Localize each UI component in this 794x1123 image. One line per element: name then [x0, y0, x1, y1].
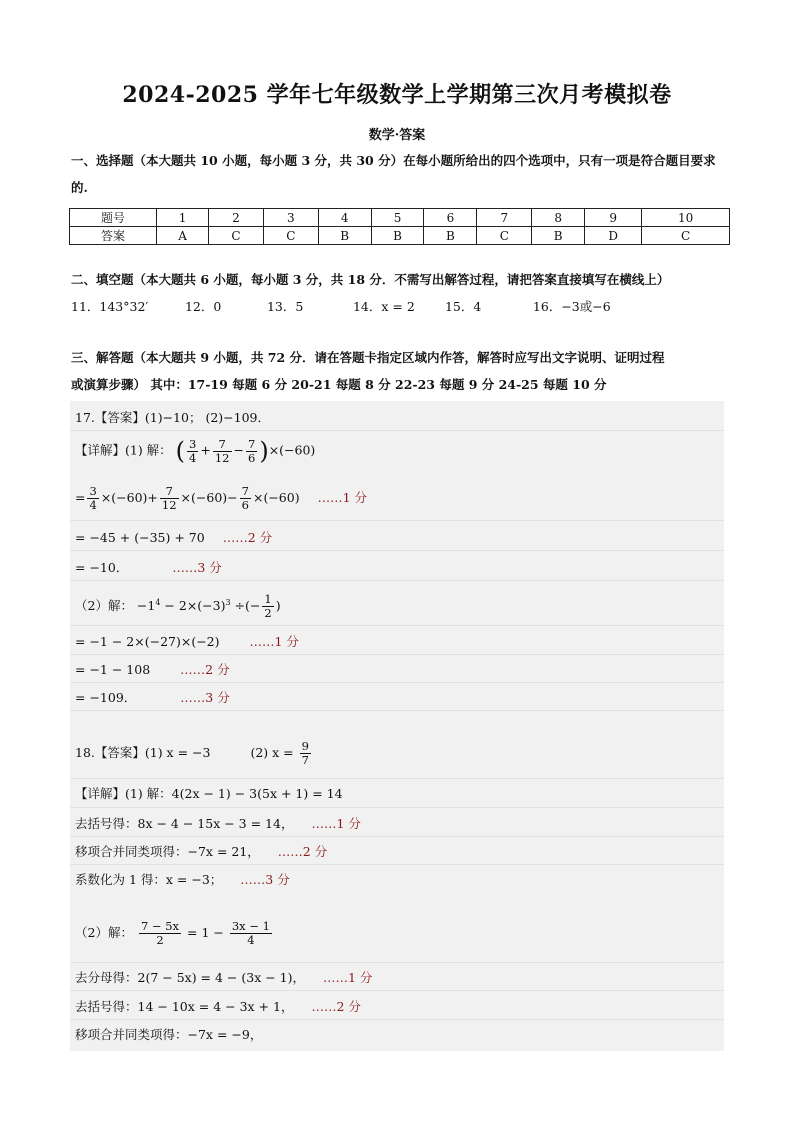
q18-step2-text: 移项合并同类项得：−7x = 21，	[75, 844, 260, 859]
q17-p2-step2	[75, 660, 230, 678]
fraction: $\frac{3}{4}$	[89, 484, 97, 512]
answer-table-cell: C	[642, 227, 730, 245]
answer-table-cell: 8	[532, 209, 585, 227]
q17-p2-step1	[75, 632, 299, 650]
section3-heading-line2: 或演算步骤） 其中：17-19 每题 6 分 20-21 每题 8 分 22-23 每题 9 分 24-25 每题 10 分	[71, 377, 607, 392]
q17-p2-step3	[75, 688, 230, 706]
fraction: $\frac{3x - 1}{4}$	[231, 919, 270, 947]
answer-table-cell: 2	[209, 209, 264, 227]
fraction: $\frac{7}{12}$	[161, 484, 177, 512]
answer-table-cell: C	[209, 227, 264, 245]
q17-step1: = $\frac{3}{4}$ ×(−60)+ $\frac{7}{12}$ ×(−60)− $\frac{7}{6}$ ×(−60) ……1 分	[75, 484, 367, 512]
section3-heading: 三、解答题（本大题共 9 小题，共 72 分．请在答题卡指定区域内作答，解答时应写出文字说明、证明过程	[71, 350, 665, 365]
fraction: $\frac{3}{4}$	[189, 436, 197, 465]
divider	[70, 580, 724, 581]
page-subtitle: 数学·答案	[368, 128, 426, 143]
score-mark: ……1 分	[249, 634, 299, 649]
paren-close: )	[259, 437, 269, 465]
q17-p2-step3-text: = −109．	[75, 690, 137, 705]
page-title: 2024-2025 学年七年级数学上学期第三次月考模拟卷	[122, 82, 672, 108]
fill-answer: 16．−3或−6	[532, 299, 611, 314]
divider	[70, 864, 724, 865]
q18-p2-step1	[75, 968, 372, 986]
answer-table-cell: D	[585, 227, 642, 245]
answer-table-cell: A	[157, 227, 209, 245]
q18-p2-step2	[75, 997, 361, 1015]
answer-table	[69, 208, 730, 245]
q17-p2-step1-text: = −1 − 2×(−27)×(−2)	[75, 634, 220, 649]
divider	[70, 807, 724, 808]
q17-p2-step2-text: = −1 − 108	[75, 662, 151, 677]
divider	[70, 1019, 724, 1020]
fraction: $\frac{7}{6}$	[241, 484, 249, 512]
answer-table-cell: 9	[585, 209, 642, 227]
divider	[70, 550, 724, 551]
q18-answer-part1: 18.【答案】(1) x = −3	[75, 745, 211, 760]
fraction: $\frac{9}{7}$	[301, 739, 309, 767]
answer-table-cell: 6	[424, 209, 477, 227]
section2-heading: 二、填空题（本大题共 6 小题，每小题 3 分，共 18 分．不需写出解答过程，请把答案直接填写在横线上）	[71, 272, 670, 287]
divider	[70, 654, 724, 655]
q17-step3	[75, 558, 222, 576]
answer-table-cell: 4	[318, 209, 371, 227]
divider	[70, 836, 724, 837]
score-mark: ……3 分	[172, 560, 222, 575]
q18-part2-prefix: （2）解：	[75, 925, 133, 940]
q17-step3-text: = −10．	[75, 560, 129, 575]
fill-answer: 14．x = 2	[352, 299, 415, 314]
q18-step2	[75, 842, 327, 860]
q18-part2	[75, 920, 274, 947]
q17-step2-text: = −45 + (−35) + 70	[75, 530, 205, 545]
divider	[70, 625, 724, 626]
q17-detail: 【详解】(1) 解： ( $\frac{3}{4}$ + $\frac{7}{12}$ − $\frac{7}{6}$ )×(−60)	[75, 436, 316, 465]
q17-part2: （2）解： $-1^4 - 2\times(-3)^3$ ÷(− $\frac{1}{2}$ )	[75, 592, 281, 620]
divider	[70, 430, 724, 431]
answer-table-cell: B	[371, 227, 424, 245]
q18-p2-step2-text: 去括号得：14 − 10x = 4 − 3x + 1，	[75, 999, 294, 1014]
q17-step2	[75, 528, 272, 546]
divider	[70, 682, 724, 683]
fill-answer: 11．143°32′	[71, 299, 149, 314]
q18-p2-step3: 移项合并同类项得：−7x = −9，	[75, 1027, 263, 1042]
divider	[70, 990, 724, 991]
divider	[70, 778, 724, 779]
answer-table-cell: 7	[477, 209, 532, 227]
score-mark: ……1 分	[317, 490, 367, 505]
fraction: $\frac{7}{12}$	[214, 436, 230, 465]
answer-table-answer-row	[70, 227, 730, 245]
answer-table-cell: 10	[642, 209, 730, 227]
q17-answer: 17.【答案】(1)−10； (2)−109．	[75, 410, 270, 425]
answer-table-row-label: 答案	[70, 227, 157, 245]
fill-answer: 13．5	[266, 299, 304, 314]
paren-open: (	[175, 437, 186, 465]
score-mark: ……2 分	[277, 844, 328, 859]
answer-table-cell: C	[263, 227, 318, 245]
answer-table-number-row	[70, 209, 730, 227]
q18-step1	[75, 814, 361, 832]
score-mark: ……3 分	[180, 690, 230, 705]
fill-in-answers	[71, 297, 723, 315]
answer-table-cell: 1	[157, 209, 209, 227]
score-mark: ……1 分	[323, 970, 373, 985]
answer-table-cell: 5	[371, 209, 424, 227]
divider	[70, 710, 724, 711]
fill-answer: 12．0	[184, 299, 222, 314]
section1-heading: 一、选择题（本大题共 10 小题，每小题 3 分，共 30 分）在每小题所给出的四个选项中，只有一项是符合题目要求的.	[71, 153, 716, 195]
fraction: $\frac{1}{2}$	[264, 592, 272, 620]
score-mark: ……2 分	[222, 530, 273, 545]
q18-step3	[75, 870, 290, 888]
q18-detail: 【详解】(1) 解：4(2x − 1) − 3(5x + 1) = 14	[75, 786, 343, 801]
q17-part2-prefix: （2）解：	[75, 598, 133, 613]
answer-table-cell: B	[318, 227, 371, 245]
score-mark: ……1 分	[311, 816, 361, 831]
answer-table-cell: C	[477, 227, 532, 245]
q18-p2-step1-text: 去分母得：2(7 − 5x) = 4 − (3x − 1)，	[75, 970, 306, 985]
score-mark: ……2 分	[180, 662, 230, 677]
score-mark: ……3 分	[240, 872, 290, 887]
q17-detail-prefix: 【详解】(1) 解：	[75, 442, 172, 458]
q18-step1-text: 去括号得：8x − 4 − 15x − 3 = 14，	[75, 816, 294, 831]
fraction: $\frac{7}{6}$	[247, 436, 256, 465]
divider	[70, 520, 724, 521]
fraction: $\frac{7 - 5x}{2}$	[140, 919, 180, 947]
answer-table-cell: 3	[263, 209, 318, 227]
q18-answer	[75, 740, 313, 767]
divider	[70, 962, 724, 963]
q18-part2-eq: = 1 −	[187, 925, 224, 940]
fill-answer: 15．4	[444, 299, 482, 314]
q18-answer-part2: (2) x =	[250, 745, 294, 760]
answer-table-cell: B	[532, 227, 585, 245]
answer-table-row-label: 题号	[70, 209, 157, 227]
answer-table-cell: B	[424, 227, 477, 245]
q18-step3-text: 系数化为 1 得：x = −3；	[75, 872, 223, 887]
score-mark: ……2 分	[311, 999, 361, 1014]
